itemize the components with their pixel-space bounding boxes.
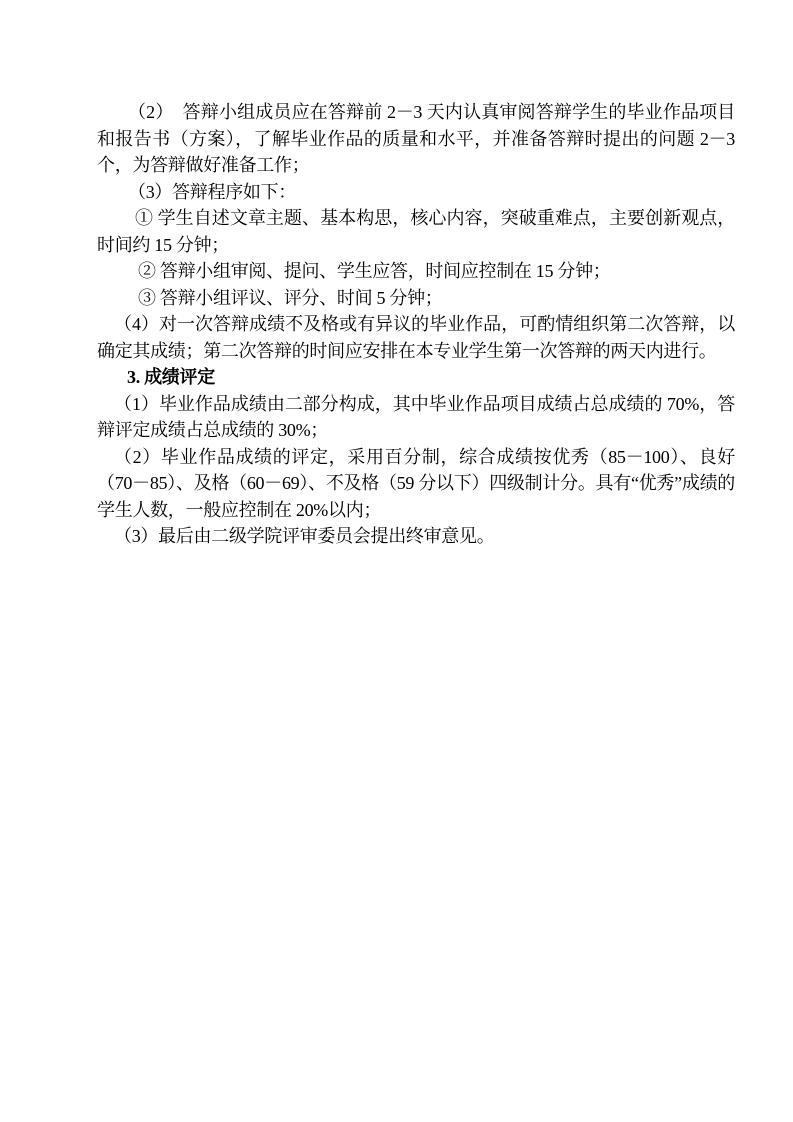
section-heading-grade-evaluation: 3. 成绩评定 xyxy=(127,367,215,387)
paragraph-second-defense-rule: （4）对一次答辩成绩不及格或有异议的毕业作品，可酌情组织第二次答辩，以确定其成绩；第二次答辩的时间应安排在本专业学生第一次答辩的两天内进行。 xyxy=(97,314,735,361)
paragraph-defense-procedure-intro: （3）答辩程序如下： xyxy=(128,181,296,202)
paragraph-defense-panel-review: （2） 答辩小组成员应在答辩前 2－3 天内认真审阅答辩学生的毕业作品项目和报告书（方案），了解毕业作品的质量和水平，并准备答辩时提出的问题 2－3 个，为答辩做好准备工作； xyxy=(97,102,735,175)
list-item-procedure-step-2: ② 答辩小组审阅、提问、学生应答，时间应控制在 15 分钟； xyxy=(138,261,611,281)
paragraph-grade-composition: （1）毕业作品成绩由二部分构成，其中毕业作品项目成绩占总成绩的 70%，答辩评定成绩占总成绩的 30%； xyxy=(97,393,735,440)
paragraph-grading-scale: （2）毕业作品成绩的评定，采用百分制，综合成绩按优秀（85－100）、良好（70－85）、及格（60－69）、不及格（59 分以下）四级制计分。具有“优秀”成绩的学生人数，一般应控制在 20%以内； xyxy=(97,446,735,520)
list-item-procedure-step-1: ① 学生自述文章主题、基本构思，核心内容，突破重难点，主要创新观点，时间约 15 分钟； xyxy=(97,208,736,255)
paragraph-final-review-committee: （3）最后由二级学院评审委员会提出终审意见。 xyxy=(114,526,495,546)
document-content xyxy=(97,99,735,550)
list-item-procedure-step-3: ③ 答辩小组评议、评分、时间 5 分钟； xyxy=(138,287,443,308)
